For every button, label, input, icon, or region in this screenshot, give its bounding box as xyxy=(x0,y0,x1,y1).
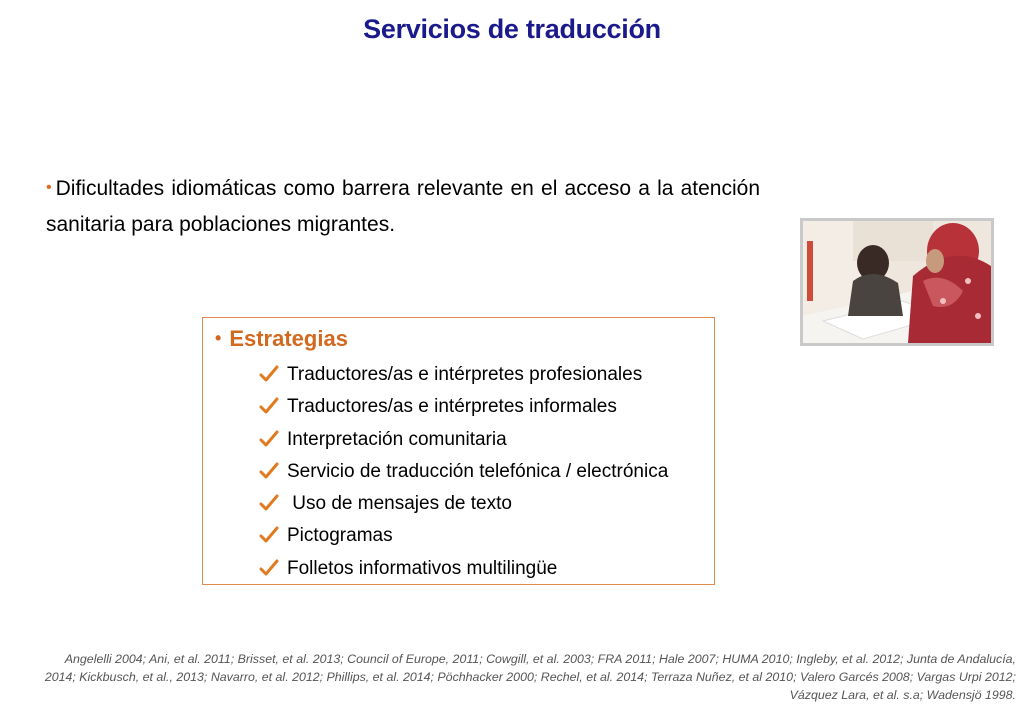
checkmark-icon xyxy=(259,557,287,577)
list-item xyxy=(259,395,668,427)
photo-illustration xyxy=(803,221,991,343)
checkmark-icon xyxy=(259,395,287,415)
list-item xyxy=(259,460,668,492)
checkmark-icon xyxy=(259,363,287,383)
checkmark-icon xyxy=(259,524,287,544)
list-item xyxy=(259,363,668,395)
list-item xyxy=(259,428,668,460)
list-item-text: Pictogramas xyxy=(287,525,393,547)
checkmark-icon xyxy=(259,492,287,512)
list-item-text: Traductores/as e intérpretes profesionales xyxy=(287,364,643,385)
bullet-icon: • xyxy=(215,328,222,348)
list-item xyxy=(259,492,668,524)
strategies-heading-text: Estrategias xyxy=(229,326,348,351)
illustration-photo xyxy=(800,218,994,346)
references: Angelelli 2004; Ani, et al. 2011; Brisset, et al. 2013; Council of Europe, 2011; Cowgill, et al. 2003; FRA 2011; Hale 2007; HUMA 2010; Ingleby, et al. 2012; Junta de Andalucía, 2014; Kickbusch, et al., 2013; Navarro, et al. 2012; Phillips, et al. 2014; Pöchhacker 2000; Rechel, et al. 2014; Terraza Nuñez, et al 2010; Valero Garcés 2008; Vargas Urpi 2012; Vázquez Lara, et al. s.a; Wadensjö 1998. xyxy=(44,652,1016,702)
checkmark-icon xyxy=(259,428,287,448)
list-item-text: Folletos informativos multilingüe xyxy=(287,557,558,579)
bullet-icon: • xyxy=(46,179,52,196)
strategies-list xyxy=(259,363,668,589)
list-item-text: Interpretación comunitaria xyxy=(287,428,507,450)
list-item-text: Uso de mensajes de texto xyxy=(287,493,512,515)
intro-paragraph xyxy=(46,170,760,243)
strategies-box xyxy=(202,317,715,585)
list-item-text: Traductores/as e intérpretes informales xyxy=(287,396,617,418)
list-item-text: Servicio de traducción telefónica / electrónica xyxy=(287,460,669,482)
strategies-heading xyxy=(215,326,348,352)
list-item xyxy=(259,524,668,556)
slide-title: Servicios de traducción xyxy=(363,14,661,44)
intro-text: Dificultades idiomáticas como barrera relevante en el acceso a la atención sanitaria para poblaciones migrantes. xyxy=(46,177,760,236)
list-item xyxy=(259,557,668,589)
checkmark-icon xyxy=(259,460,287,480)
